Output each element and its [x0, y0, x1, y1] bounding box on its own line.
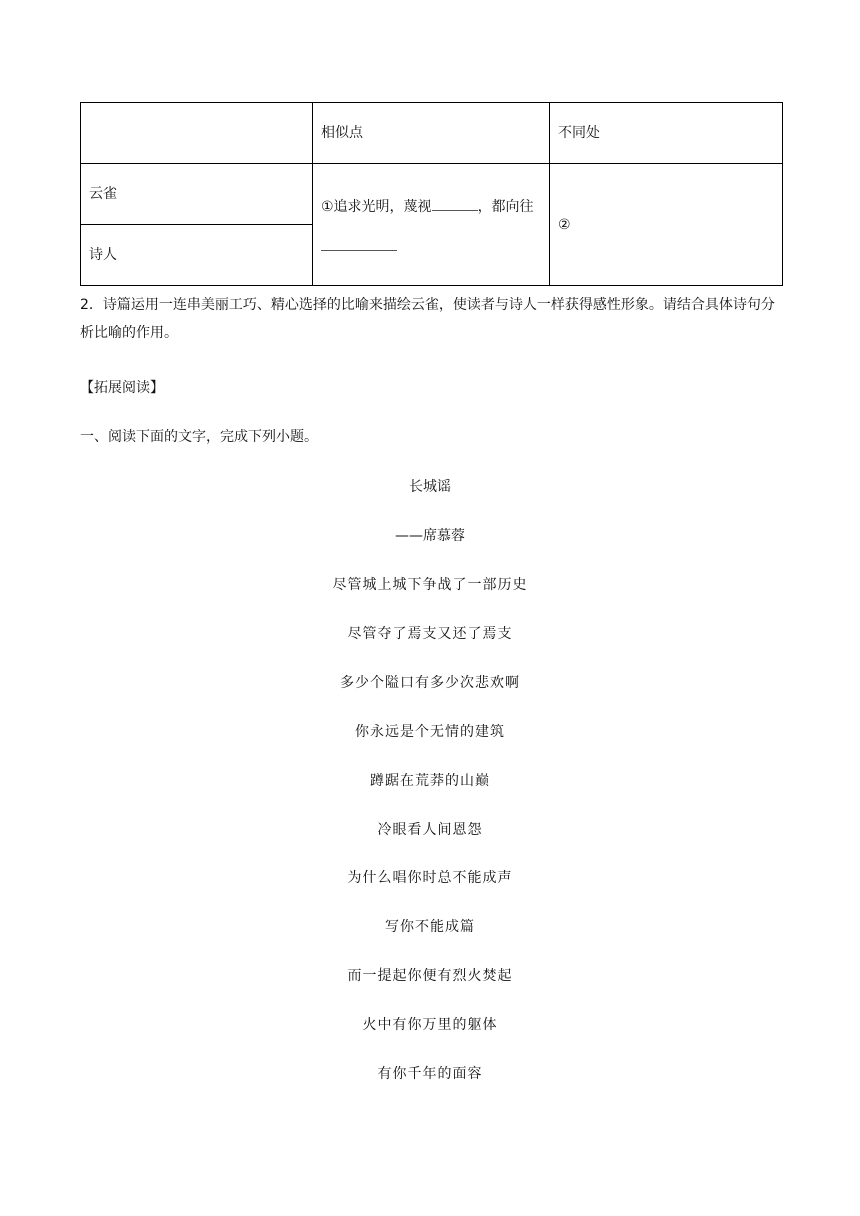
poem-line: 有你千年的面容 — [377, 1066, 483, 1082]
row-label-poet: 诗人 — [81, 225, 313, 286]
similar-text-part2: ，都向往 — [477, 198, 534, 215]
poem-line: 尽管城上城下争战了一部历史 — [332, 577, 528, 593]
answer-blank-2[interactable] — [321, 236, 397, 251]
section-heading: 【拓展阅读】 — [80, 380, 164, 396]
answer-blank-1[interactable] — [432, 196, 478, 211]
poem-title: 长城谣 — [409, 479, 451, 495]
poem-line: 冷眼看人间恩怨 — [377, 822, 483, 838]
comparison-table — [80, 102, 783, 286]
table-header-similar: 相似点 — [313, 103, 550, 164]
row-label-skylark: 云雀 — [81, 164, 313, 225]
poem-line: 火中有你万里的躯体 — [362, 1017, 498, 1033]
different-cell: ② — [550, 164, 783, 286]
similar-cell — [313, 164, 550, 286]
table-row-skylark — [81, 164, 783, 225]
question-2: 2．诗篇运用一连串美丽工巧、精心选择的比喻来描绘云雀，使读者与诗人一样获得感性形象。请结合具体诗句分析比喻的作用。 — [80, 297, 775, 341]
similar-text-part1: ①追求光明，蔑视 — [321, 198, 432, 215]
reading-instruction: 一、阅读下面的文字，完成下列小题。 — [80, 429, 318, 445]
poem-line: 而一提起你便有烈火焚起 — [347, 968, 513, 984]
poem-line: 多少个隘口有多少次悲欢啊 — [340, 675, 520, 691]
poem-line: 为什么唱你时总不能成声 — [347, 870, 513, 886]
poem-line: 尽管夺了焉支又还了焉支 — [347, 626, 513, 642]
table-header-row — [81, 103, 783, 164]
poem-line: 蹲踞在荒莽的山巅 — [370, 773, 490, 789]
table-header-empty — [81, 103, 313, 164]
table-header-different: 不同处 — [550, 103, 783, 164]
poem-line: 写你不能成篇 — [385, 919, 475, 935]
poem-author: ——席慕蓉 — [395, 528, 465, 544]
poem-line: 你永远是个无情的建筑 — [355, 724, 505, 740]
